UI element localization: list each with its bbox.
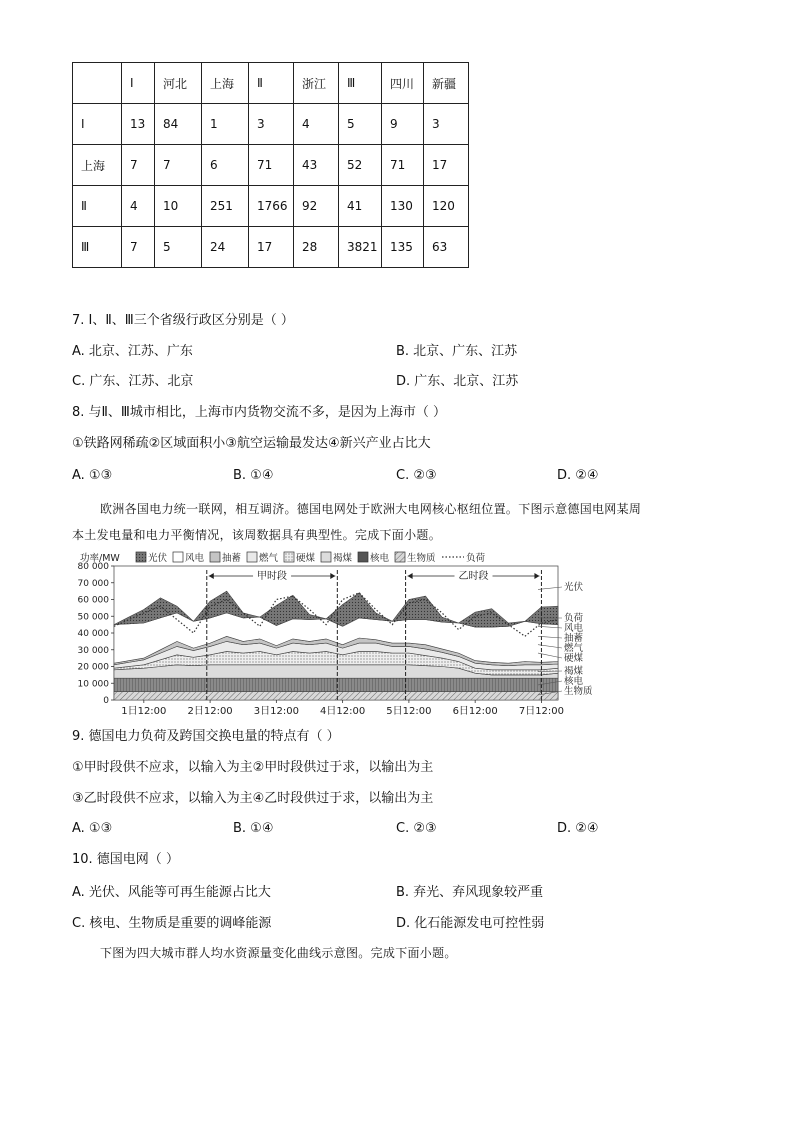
table-cell: 10 [155, 186, 202, 227]
series-label: 光伏 [564, 582, 584, 593]
y-tick-label: 40 000 [77, 629, 109, 639]
x-tick-label: 3日12:00 [253, 706, 299, 717]
legend-swatch [210, 552, 220, 562]
table-cell: 71 [249, 145, 294, 186]
q10-stem: 10. 德国电网（ ） [72, 852, 179, 867]
legend-swatch [395, 552, 405, 562]
legend-swatch [173, 552, 183, 562]
table-cell: 71 [382, 145, 424, 186]
legend-label: 核电 [370, 553, 390, 564]
q7-option-c[interactable]: C. 广东、江苏、北京 [72, 374, 194, 389]
y-tick-label: 60 000 [77, 595, 109, 606]
legend-label: 褐煤 [333, 553, 353, 564]
table-cell: 5 [339, 104, 382, 145]
table-cell: 5 [155, 227, 202, 268]
area-生物质 [114, 692, 558, 700]
y-tick-label: 80 000 [77, 562, 109, 572]
x-tick-label: 1日12:00 [121, 706, 167, 717]
table-row [73, 186, 469, 227]
table-cell: Ⅱ [73, 186, 122, 227]
period-label: 乙时段 [458, 571, 489, 582]
x-tick-label: 4日12:00 [320, 706, 366, 717]
table-cell: 新疆 [424, 63, 469, 104]
table-cell: 120 [424, 186, 469, 227]
x-tick-label: 6日12:00 [452, 706, 498, 717]
table-cell: 6 [202, 145, 249, 186]
y-tick-label: 70 000 [77, 578, 109, 589]
legend-swatch [284, 552, 294, 562]
x-tick-label: 7日12:00 [518, 706, 565, 717]
passage-germany-line2: 本土发电量和电力平衡情况，该周数据具有典型性。完成下面小题。 [72, 528, 442, 542]
series-label: 核电 [564, 676, 584, 687]
legend-label: 负荷 [466, 553, 486, 564]
table-cell: Ⅲ [339, 63, 382, 104]
q8-option-a[interactable]: A. ①③ [72, 468, 113, 483]
table-cell: 4 [294, 104, 339, 145]
germany-power-chart [66, 550, 626, 718]
series-label: 风电 [564, 623, 584, 634]
series-label: 褐煤 [564, 666, 584, 677]
q9-option-d[interactable]: D. ②④ [557, 821, 599, 836]
y-tick-label: 0 [103, 696, 109, 706]
area-核电 [114, 678, 558, 691]
q10-option-c[interactable]: C. 核电、生物质是重要的调峰能源 [72, 916, 272, 931]
legend-swatch [358, 552, 368, 562]
series-label: 燃气 [564, 643, 584, 654]
table-cell: 251 [202, 186, 249, 227]
legend-swatch [136, 552, 146, 562]
q10-option-d[interactable]: D. 化石能源发电可控性弱 [396, 916, 545, 931]
table-cell: Ⅰ [122, 63, 155, 104]
legend-label: 生物质 [407, 553, 436, 564]
table-cell: Ⅰ [73, 104, 122, 145]
q7-stem: 7. Ⅰ、Ⅱ、Ⅲ三个省级行政区分别是（ ） [72, 313, 294, 328]
legend-label: 抽蓄 [222, 553, 242, 564]
q10-option-a[interactable]: A. 光伏、风能等可再生能源占比大 [72, 885, 271, 900]
table-cell: 7 [122, 145, 155, 186]
q8-stem: 8. 与Ⅱ、Ⅲ城市相比，上海市内货物交流不多，是因为上海市（ ） [72, 405, 447, 420]
table-cell: 13 [122, 104, 155, 145]
legend-swatch [321, 552, 331, 562]
freight-exchange-table [72, 62, 469, 268]
legend-label: 硬煤 [296, 553, 316, 564]
table-cell: 9 [382, 104, 424, 145]
period-label: 甲时段 [257, 571, 288, 582]
table-cell: 130 [382, 186, 424, 227]
table-cell: 四川 [382, 63, 424, 104]
table-row [73, 104, 469, 145]
y-tick-label: 20 000 [77, 662, 109, 673]
table-cell: 3 [424, 104, 469, 145]
q9-option-a[interactable]: A. ①③ [72, 821, 113, 836]
table-cell: Ⅱ [249, 63, 294, 104]
q8-option-c[interactable]: C. ②③ [396, 468, 437, 483]
table-cell: 41 [339, 186, 382, 227]
legend-label: 风电 [185, 553, 205, 564]
table-header-row [73, 63, 469, 104]
table-cell: 84 [155, 104, 202, 145]
table-cell: 3 [249, 104, 294, 145]
y-tick-label: 10 000 [77, 679, 109, 690]
table-cell: 上海 [202, 63, 249, 104]
table-cell: 17 [249, 227, 294, 268]
table-cell: 43 [294, 145, 339, 186]
series-label: 负荷 [564, 613, 584, 624]
x-tick-label: 2日12:00 [187, 706, 233, 717]
table-cell [73, 63, 122, 104]
table-cell: 52 [339, 145, 382, 186]
q8-statements: ①铁路网稀疏②区域面积小③航空运输最发达④新兴产业占比大 [72, 436, 431, 451]
table-cell: 上海 [73, 145, 122, 186]
series-label: 生物质 [564, 686, 593, 697]
table-cell: 3821 [339, 227, 382, 268]
legend-label: 燃气 [259, 553, 279, 564]
q10-option-b[interactable]: B. 弃光、弃风现象较严重 [396, 885, 544, 900]
table-cell: 17 [424, 145, 469, 186]
q9-statements-2: ③乙时段供不应求，以输入为主④乙时段供过于求，以输出为主 [72, 791, 434, 806]
table-cell: 63 [424, 227, 469, 268]
table-row [73, 227, 469, 268]
table-cell: 4 [122, 186, 155, 227]
table-cell: 1766 [249, 186, 294, 227]
table-cell: 92 [294, 186, 339, 227]
q9-statements-1: ①甲时段供不应求，以输入为主②甲时段供过于求，以输出为主 [72, 760, 434, 775]
q7-option-a[interactable]: A. 北京、江苏、广东 [72, 344, 193, 359]
table-cell: Ⅲ [73, 227, 122, 268]
table-cell: 1 [202, 104, 249, 145]
table-cell: 28 [294, 227, 339, 268]
table-cell: 24 [202, 227, 249, 268]
q8-option-d[interactable]: D. ②④ [557, 468, 599, 483]
passage-germany-line1: 欧洲各国电力统一联网，相互调济。德国电网处于欧洲大电网核心枢纽位置。下图示意德国电网某周 [100, 502, 642, 516]
legend-swatch [247, 552, 257, 562]
series-label: 硬煤 [564, 653, 584, 664]
y-tick-label: 50 000 [77, 612, 109, 623]
q8-option-b[interactable]: B. ①④ [233, 468, 274, 483]
q9-option-b[interactable]: B. ①④ [233, 821, 274, 836]
table-row [73, 145, 469, 186]
table-cell: 135 [382, 227, 424, 268]
q7-option-b[interactable]: B. 北京、广东、江苏 [396, 344, 518, 359]
q9-option-c[interactable]: C. ②③ [396, 821, 437, 836]
series-label: 抽蓄 [564, 633, 584, 644]
table-cell: 7 [122, 227, 155, 268]
y-tick-label: 30 000 [77, 645, 109, 656]
table-cell: 浙江 [294, 63, 339, 104]
q9-stem: 9. 德国电力负荷及跨国交换电量的特点有（ ） [72, 729, 340, 744]
q7-option-d[interactable]: D. 广东、北京、江苏 [396, 374, 519, 389]
passage-water-line1: 下图为四大城市群人均水资源量变化曲线示意图。完成下面小题。 [100, 946, 457, 960]
y-axis-label: 功率/MW [80, 553, 120, 564]
legend-label: 光伏 [148, 553, 168, 564]
x-tick-label: 5日12:00 [386, 706, 432, 717]
table-cell: 河北 [155, 63, 202, 104]
table-cell: 7 [155, 145, 202, 186]
